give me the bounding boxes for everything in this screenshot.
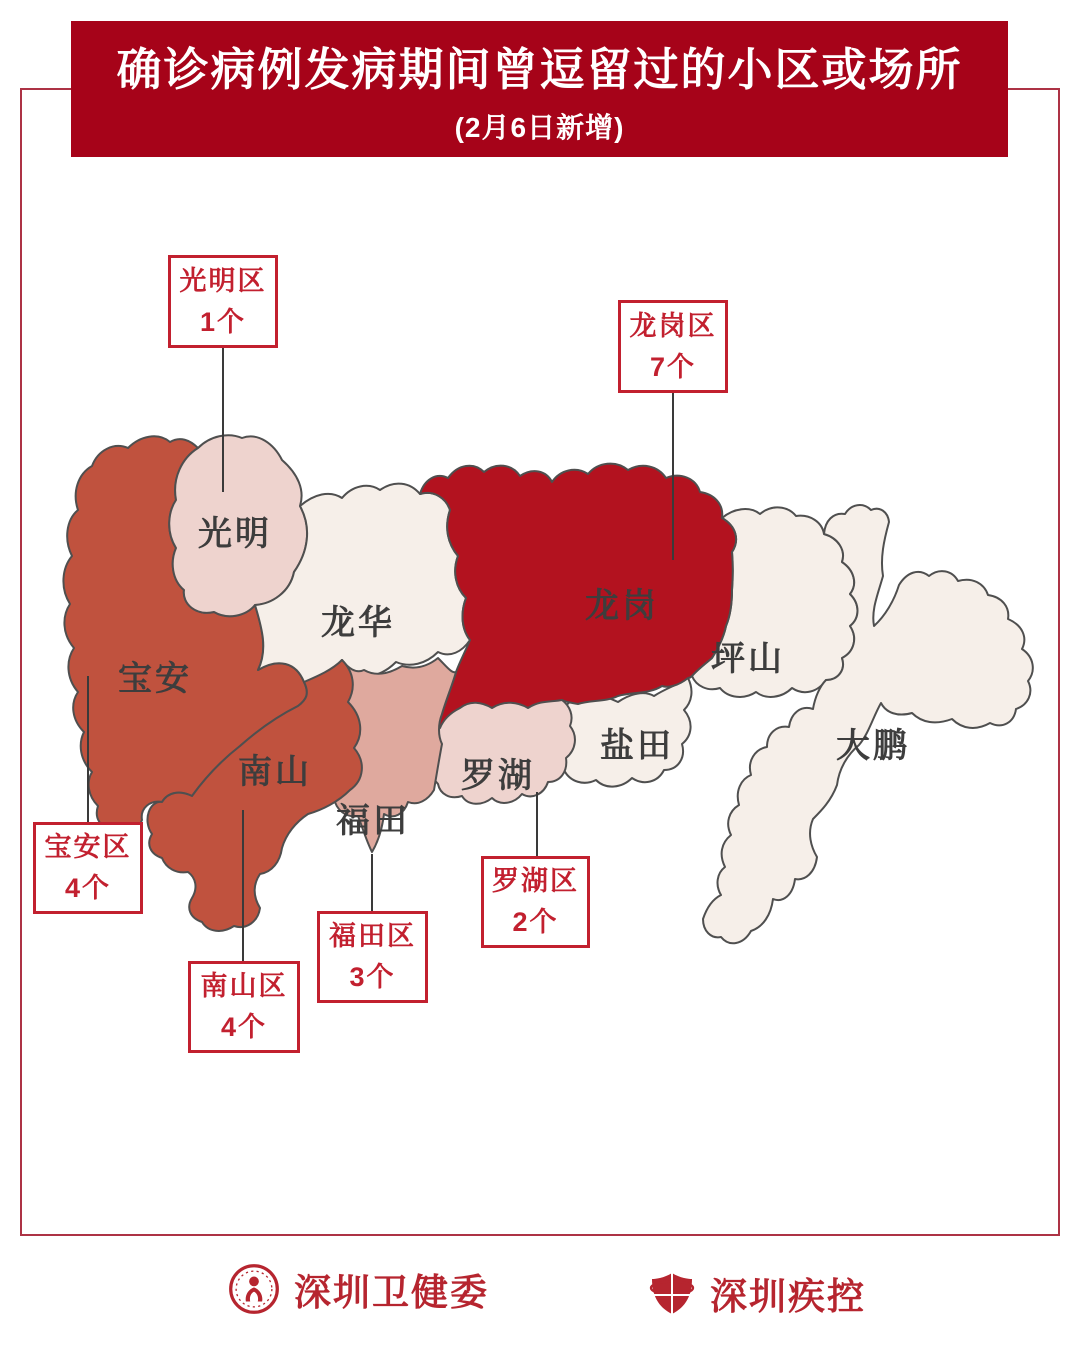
footer-left-label: 深圳卫健委 bbox=[294, 1272, 489, 1313]
callout-district-name: 南山区 bbox=[200, 971, 288, 1001]
district-label-longgang: 龙岗 bbox=[585, 587, 659, 625]
district-label-dapeng: 大鹏 bbox=[836, 727, 910, 765]
callout-district-name: 光明区 bbox=[179, 265, 267, 296]
callout-district-name: 罗湖区 bbox=[492, 866, 579, 896]
district-label-longhua: 龙华 bbox=[321, 604, 395, 642]
footer-cdc bbox=[648, 1266, 866, 1320]
district-label-guangming: 光明 bbox=[198, 515, 272, 553]
callout-count: 1个 bbox=[199, 306, 247, 337]
district-label-futian: 福田 bbox=[336, 802, 410, 840]
district-label-baoan: 宝安 bbox=[118, 660, 192, 698]
callout-count: 4个 bbox=[220, 1012, 268, 1042]
callout-count: 7个 bbox=[649, 351, 697, 382]
district-label-yantian: 盐田 bbox=[600, 727, 674, 765]
callout-futian bbox=[317, 911, 428, 1003]
district-label-nanshan: 南山 bbox=[238, 753, 312, 791]
callout-district-name: 宝安区 bbox=[44, 832, 132, 862]
page-subtitle: (2月6日新增) bbox=[454, 111, 625, 143]
callout-district-name: 龙岗区 bbox=[629, 310, 717, 341]
callout-nanshan bbox=[188, 961, 300, 1053]
district-label-pingshan: 坪山 bbox=[711, 640, 785, 678]
callout-district-name: 福田区 bbox=[329, 921, 416, 951]
callout-count: 4个 bbox=[64, 873, 112, 903]
page-title: 确诊病例发病期间曾逗留过的小区或场所 bbox=[116, 43, 963, 95]
callout-count: 2个 bbox=[512, 907, 559, 937]
callout-guangming bbox=[168, 255, 278, 348]
callout-longgang bbox=[618, 300, 728, 393]
cdc-shield-icon bbox=[648, 1269, 696, 1317]
callout-baoan bbox=[33, 822, 143, 914]
health-commission-seal-icon bbox=[228, 1263, 280, 1315]
footer-health-commission bbox=[228, 1262, 489, 1316]
callout-count: 3个 bbox=[349, 962, 396, 992]
footer-right-label: 深圳疾控 bbox=[710, 1276, 866, 1317]
callout-luohu bbox=[481, 856, 590, 948]
title-banner bbox=[71, 21, 1008, 157]
district-label-luohu: 罗湖 bbox=[461, 757, 535, 795]
